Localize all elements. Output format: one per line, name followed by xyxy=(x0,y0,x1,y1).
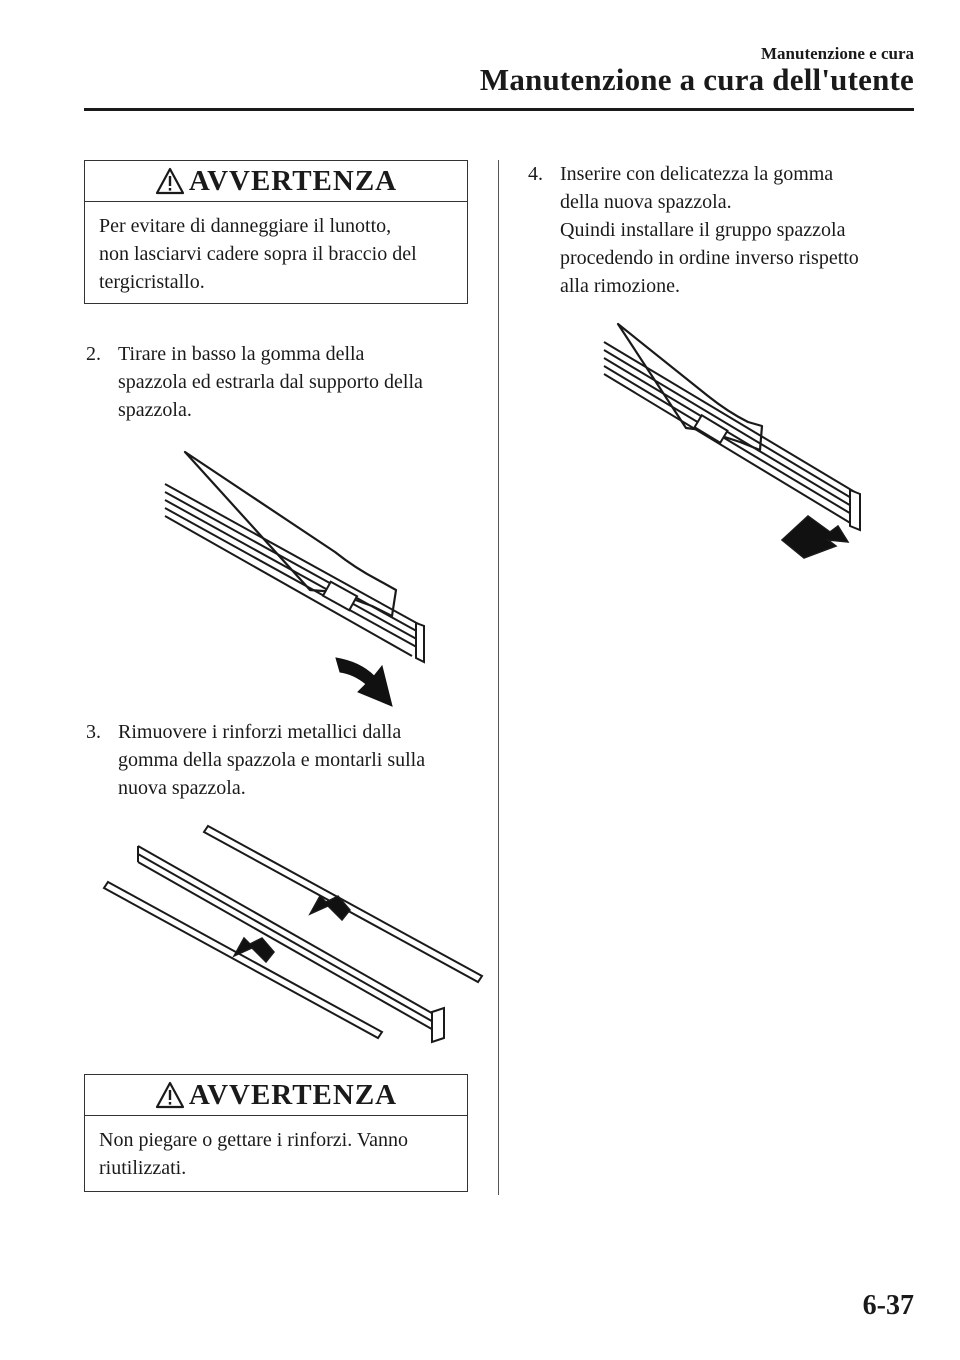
warning-box-2 xyxy=(84,1074,468,1192)
warning-header xyxy=(85,161,467,202)
step-text xyxy=(118,718,425,802)
step-line: Inserire con delicatezza la gomma xyxy=(560,163,834,185)
step-text xyxy=(560,160,859,300)
step-line: Quindi installare il gruppo spazzola xyxy=(560,219,846,241)
step-line: spazzola ed estrarla dal supporto della xyxy=(118,371,423,393)
step-line: alla rimozione. xyxy=(560,275,680,297)
step-line: Rimuovere i rinforzi metallici dalla xyxy=(118,721,402,743)
warning-title: AVVERTENZA xyxy=(188,164,398,197)
section-title: Manutenzione e cura xyxy=(761,44,914,63)
warning-line: riutilizzati. xyxy=(99,1157,187,1179)
warning-triangle-icon xyxy=(155,167,185,195)
warning-line: Per evitare di danneggiare il lunotto, xyxy=(99,215,392,237)
column-divider xyxy=(498,160,499,1195)
step-4 xyxy=(528,160,918,305)
warning-line: Non piegare o gettare i rinforzi. Vanno xyxy=(99,1129,408,1151)
step-3 xyxy=(86,718,476,808)
figure-remove-rubber xyxy=(150,440,440,710)
warning-box-1 xyxy=(84,160,468,304)
page-title: Manutenzione a cura dell'utente xyxy=(479,62,914,97)
step-line: della nuova spazzola. xyxy=(560,191,732,213)
step-line: spazzola. xyxy=(118,399,192,421)
warning-title: AVVERTENZA xyxy=(188,1078,398,1111)
step-2 xyxy=(86,340,476,430)
step-number: 3. xyxy=(86,721,101,743)
step-line: nuova spazzola. xyxy=(118,777,246,799)
step-line: gomma della spazzola e montarli sulla xyxy=(118,749,426,771)
step-number: 4. xyxy=(528,163,543,185)
warning-line: tergicristallo. xyxy=(99,271,205,293)
step-text xyxy=(118,340,423,424)
warning-text xyxy=(85,1116,467,1194)
warning-line: non lasciarvi cadere sopra il braccio del xyxy=(99,243,417,265)
arrow-icon xyxy=(336,658,392,706)
step-number: 2. xyxy=(86,343,101,365)
step-line: Tirare in basso la gomma della xyxy=(118,343,365,365)
warning-text xyxy=(85,202,467,308)
figure-install-rubber xyxy=(590,318,880,568)
arrow-icon xyxy=(782,516,848,558)
warning-triangle-icon xyxy=(155,1081,185,1109)
header-rule xyxy=(84,108,914,111)
page-number: 6-37 xyxy=(862,1290,914,1321)
step-line: procedendo in ordine inverso rispetto xyxy=(560,247,859,269)
warning-header xyxy=(85,1075,467,1116)
figure-reinforcements xyxy=(100,820,490,1050)
